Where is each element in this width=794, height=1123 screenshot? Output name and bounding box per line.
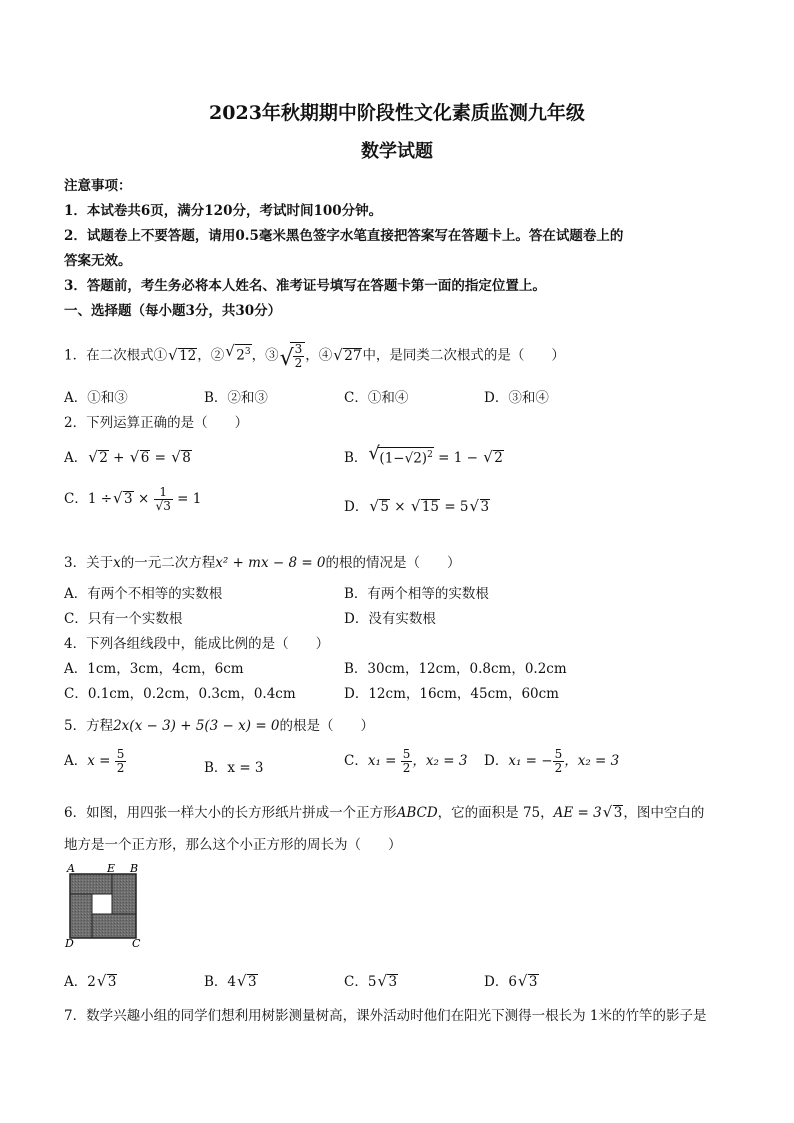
q3-option-b[interactable]: B．有两个相等的实数根 <box>344 586 489 602</box>
q6-figure <box>64 862 144 948</box>
q3-option-a[interactable]: A．有两个不相等的实数根 <box>64 586 223 602</box>
note-item-3: 3．答题前，考生务必将本人姓名、准考证号填写在答题卡第一面的指定位置上。 <box>64 278 546 294</box>
q5-option-b[interactable]: B．x = 3 <box>204 760 264 776</box>
section-heading: 一、选择题（每小题3分，共30分） <box>64 303 282 319</box>
sqrt-12: √ 12 <box>168 345 197 364</box>
sqrt-27: √ 27 <box>333 345 362 364</box>
q1-option-a[interactable]: A．①和③ <box>64 390 128 406</box>
exam-title: 2023年秋期期中阶段性文化素质监测九年级 <box>209 102 585 124</box>
q4-option-b[interactable]: B．30cm，12cm，0.8cm，0.2cm <box>344 661 567 677</box>
label-a: A <box>67 862 75 875</box>
sqrt-frac-3-2: √ $\frac{3}{2}$ <box>280 342 306 370</box>
q1-sep-4: ，④ <box>305 347 333 364</box>
q2-option-c[interactable]: C．1 ÷ √ 3 × $\frac{1}{√3}$ = 1 <box>64 485 202 513</box>
question-6-stem-cont: 地方是一个正方形，那么这个小正方形的周长为（ ） <box>64 837 402 853</box>
question-1-stem <box>64 342 565 370</box>
label-b: B <box>130 862 139 875</box>
q6-option-a[interactable]: A．2 √ 3 <box>64 972 117 990</box>
q4-option-c[interactable]: C．0.1cm，0.2cm，0.3cm，0.4cm <box>64 686 296 702</box>
q5-option-c[interactable]: C．x₁ = $\frac{5}{2}$ ，x₂ = 3 <box>344 747 468 775</box>
q2-option-a[interactable]: A． √ 2 + √ 6 = √ 8 <box>64 448 191 466</box>
note-item-2: 2．试题卷上不要答题，请用0.5毫米黑色签字水笔直接把答案写在答题卡上。答在试题卷上的 <box>64 228 624 244</box>
q1-option-b[interactable]: B．②和③ <box>204 390 268 406</box>
q5-option-a[interactable]: A．x = $\frac{5}{2}$ <box>64 747 125 775</box>
question-2-stem: 2．下列运算正确的是（ ） <box>64 415 249 431</box>
q6-option-d[interactable]: D．6 √ 3 <box>484 972 538 990</box>
question-5-stem: 5．方程2x(x − 3) + 5(3 − x) = 0的根是（ ） <box>64 718 375 734</box>
q1-text-a: 1．在二次根式① <box>64 347 168 364</box>
q1-text-b: 中，是同类二次根式的是（ ） <box>362 347 565 364</box>
label-d: D <box>65 937 74 948</box>
note-item-2-cont: 答案无效。 <box>64 253 132 269</box>
q2-option-d[interactable]: D． √ 5 × √ 15 = 5 √ 3 <box>344 497 490 515</box>
label-c: C <box>132 937 141 948</box>
question-7-stem: 7．数学兴趣小组的同学们想利用树影测量树高，课外活动时他们在阳光下测得一根长为 1米的竹竿的影子是 <box>64 1008 707 1024</box>
q5-option-d[interactable]: D．x₁ = − $\frac{5}{2}$ ，x₂ = 3 <box>484 747 620 775</box>
q1-option-c[interactable]: C．①和④ <box>344 390 409 406</box>
label-e: E <box>107 862 116 875</box>
q1-option-d[interactable]: D．③和④ <box>484 390 549 406</box>
q1-sep-3: ，③ <box>251 347 279 364</box>
question-6-stem: 6．如图，用四张一样大小的长方形纸片拼成一个正方形ABCD，它的面积是 75，AE = 3 √ 3，图中空白的 <box>64 803 705 821</box>
q3-option-d[interactable]: D．没有实数根 <box>344 611 436 627</box>
q4-option-a[interactable]: A．1cm，3cm，4cm，6cm <box>64 661 244 677</box>
q3-option-c[interactable]: C．只有一个实数根 <box>64 611 183 627</box>
q1-sep-2: ，② <box>197 347 225 364</box>
exam-subtitle: 数学试题 <box>361 141 433 162</box>
squares-diagram <box>64 862 144 948</box>
q6-option-c[interactable]: C．5 √ 3 <box>344 972 398 990</box>
notes-heading: 注意事项： <box>64 178 132 194</box>
q6-option-b[interactable]: B．4 √ 3 <box>204 972 257 990</box>
q4-option-d[interactable]: D．12cm，16cm，45cm，60cm <box>344 686 559 702</box>
note-item-1: 1．本试卷共6页，满分120分，考试时间100分钟。 <box>64 203 383 219</box>
question-4-stem: 4．下列各组线段中，能成比例的是（ ） <box>64 636 330 652</box>
sqrt-2-cubed: √ $2^3$ <box>225 342 251 364</box>
question-3-stem: 3．关于x的一元二次方程x² + mx − 8 = 0的根的情况是（ ） <box>64 555 461 571</box>
q2-option-b[interactable]: B． √ $(1-√2)^2 = 1$ − √ 2 <box>344 442 503 466</box>
